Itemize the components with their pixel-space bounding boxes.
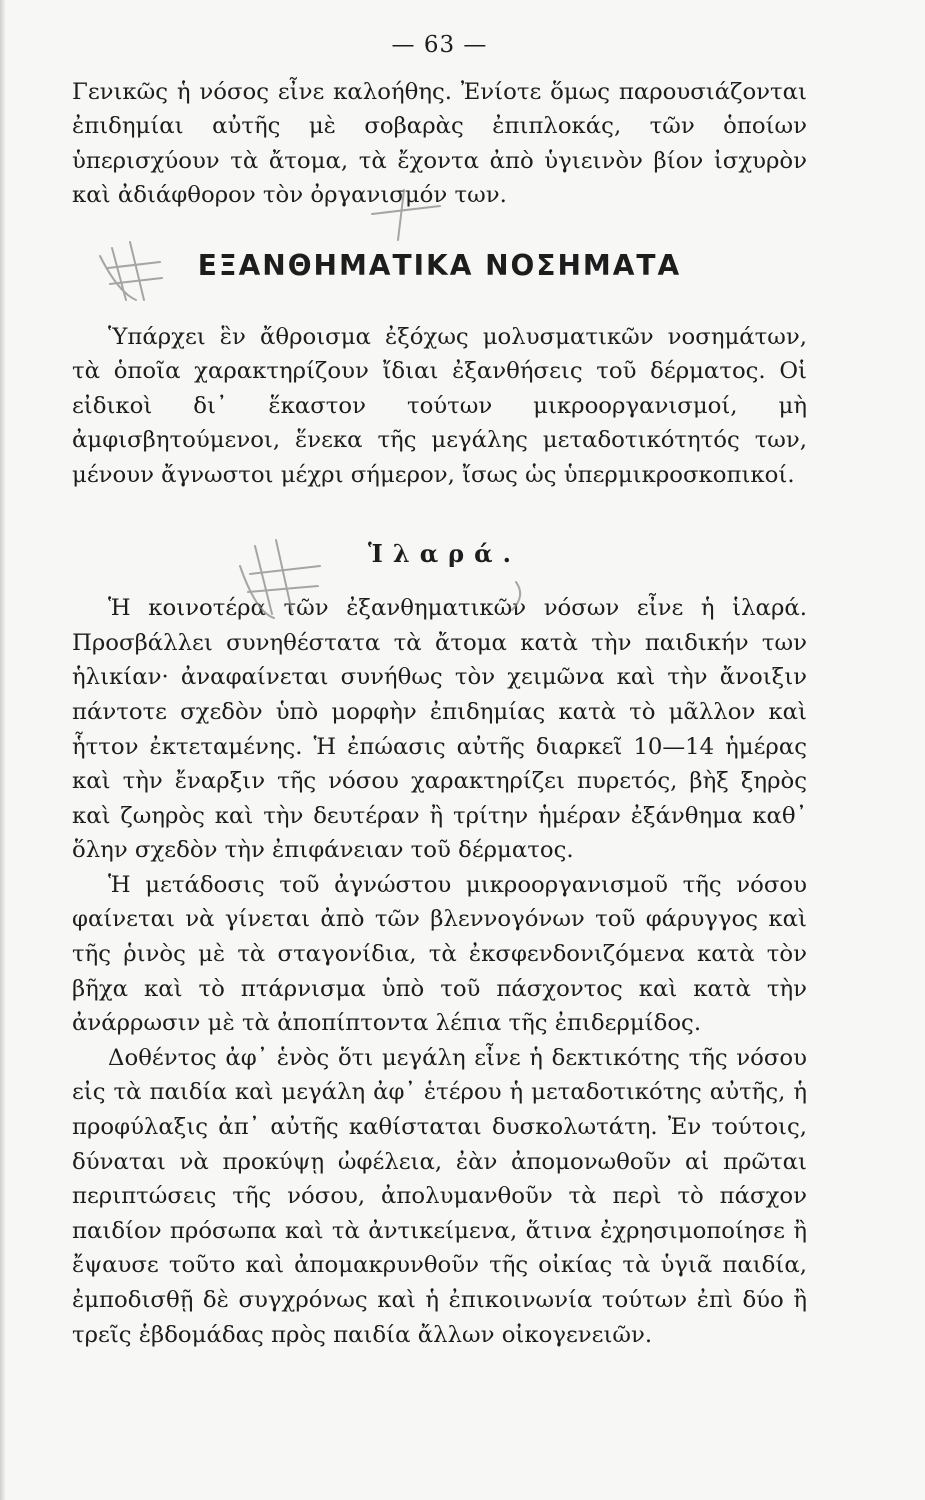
section-heading: ΕΞΑΝΘΗΜΑΤΙΚΑ ΝΟΣΗΜΑΤΑ [197, 248, 682, 282]
page-number: — 63 — [391, 32, 488, 58]
paragraph-intro: Γενικῶς ἡ νόσος εἶνε καλοήθης. Ἐνίοτε ὅμως παρουσιάζονται ἐπιδημίαι αὐτῆς μὲ σοβαρὰς ἐπιπλοκάς, τῶν ὁποίων ὑπερισχύουν τὰ ἄτομα, τὰ ἔχοντα ἀπὸ ὑγιεινὸν βίον ἰσχυρὸν καὶ ἀδιάφθορον τὸν ὀργανισμόν των. [72, 78, 807, 209]
paragraph-exanthems: Ὑπάρχει ἓν ἄθροισμα ἐξόχως μολυσματικῶν νοσημάτων, τὰ ὁποῖα χαρακτηρίζουν ἴδιαι ἐξανθήσεις τοῦ δέρματος. Οἱ εἰδικοὶ δι᾽ ἕκαστον τούτων μικροοργανισμοί, μὴ ἀμφισβητούμενοι, ἕνεκα τῆς μεγάλης μεταδοτικότητός των, μένουν ἄγνωστοι μέχρι σήμερον, ἴσως ὡς ὑπερμικροσκοπικοί. [72, 323, 807, 488]
page-edge-shadow [0, 0, 6, 1500]
paragraph-transmission: Ἡ μετάδοσις τοῦ ἀγνώστου μικροοργανισμοῦ τῆς νόσου φαίνεται νὰ γίνεται ἀπὸ τῶν βλεννογόνων τοῦ φάρυγγος καὶ τῆς ῥινὸς μὲ τὰ σταγονίδια, τὰ ἐκσφενδονιζόμενα κατὰ τὸν βῆχα καὶ τὸ πτάρνισμα ὑπὸ τοῦ πάσχοντος καὶ κατὰ τὴν ἀνάρρωσιν μὲ τὰ ἀποπίπτοντα λέπια τῆς ἐπιδερμίδος. [72, 871, 807, 1037]
paragraph-measles-description: Ἡ κοινοτέρα τῶν ἐξανθηματικῶν νόσων εἶνε ἡ ἱλαρά. Προσβάλλει συνηθέστατα τὰ ἄτομα κατὰ τὴν παιδικήν των ἡλικίαν· ἀναφαίνεται συνήθως τὸν χειμῶνα καὶ τὴν ἄνοιξιν πάντοτε σχεδὸν ὑπὸ μορφὴν ἐπιδημίας κατὰ τὸ μᾶλλον καὶ ἧττον ἐκτεταμένης. Ἡ ἐπώασις αὐτῆς διαρκεῖ 10—14 ἡμέρας καὶ τὴν ἔναρξιν τῆς νόσου χαρακτηρίζει πυρετός, βὴξ ξηρὸς καὶ ζωηρὸς καὶ τὴν δευτέραν ἢ τρίτην ἡμέραν ἐξάνθημα καθ᾽ ὅλην σχεδὸν τὴν ἐπιφάνειαν τοῦ δέρματος. [72, 595, 807, 864]
text-block [72, 22, 807, 1352]
paragraph-prevention: Δοθέντος ἀφ᾽ ἑνὸς ὅτι μεγάλη εἶνε ἡ δεκτικότης τῆς νόσου εἰς τὰ παιδία καὶ μεγάλη ἀφ᾽ ἑτέρου ἡ μεταδοτικότης αὐτῆς, ἡ προφύλαξις ἀπ᾽ αὐτῆς καθίσταται δυσκολωτάτη. Ἐν τούτοις, δύναται νὰ προκύψῃ ὠφέλεια, ἐὰν ἀπομονωθοῦν αἱ πρῶται περιπτώσεις τῆς νόσου, ἀπολυμανθοῦν τὰ περὶ τὸ πάσχον παιδίον πρόσωπα καὶ τὰ ἀντικείμενα, ἅτινα ἐχρησιμοποίησε ἢ ἔψαυσε τοῦτο καὶ ἀπομακρυνθοῦν τῆς οἰκίας τὰ ὑγιᾶ παιδία, ἐμποδισθῇ δὲ συγχρόνως καὶ ἡ ἐπικοινωνία τούτων ἐπὶ δύο ἢ τρεῖς ἑβδομάδας πρὸς παιδία ἄλλων οἰκογενειῶν. [72, 1044, 807, 1348]
subsection-heading: Ἱλαρά. [368, 538, 521, 568]
